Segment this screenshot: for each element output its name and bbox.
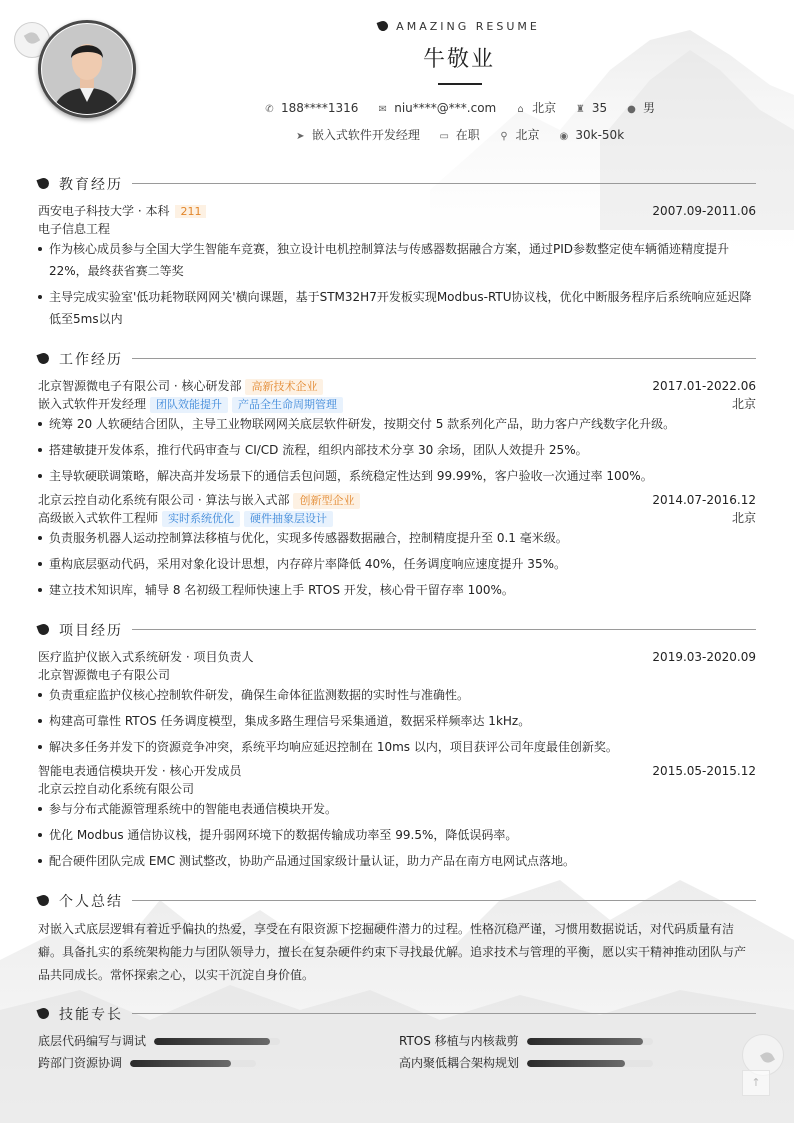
skill-name: 跨部门资源协调 [38,1056,123,1070]
skills-section-header: 技能专长 [38,1004,756,1024]
target-city: 北京 [515,128,540,142]
skill-tag: 团队效能提升 [150,397,228,413]
list-item: 搭建敏捷开发体系，推行代码审查与 CI/CD 流程，组织内部技术分享 30 余场，团队人效提升 25%。 [38,439,756,461]
skill-tag: 实时系统优化 [162,511,240,527]
project-company: 北京智源微电子有限公司 [38,668,171,682]
age: 35 [591,101,608,115]
projects-section-header: 项目经历 [38,620,756,640]
gender-icon: ● [627,104,636,115]
education-dates: 2007.09-2011.06 [652,204,756,218]
project-name: 医疗监护仪嵌入式系统研发 · 项目负责人 [38,650,254,664]
list-item: 主导完成实验室'低功耗物联网网关'横向课题，基于STM32H7开发板实现Modbus-RTU协议栈，优化中断服务程序后系统响应延迟降低至5ms以内 [38,286,756,330]
job-company-row [38,377,756,395]
city: 北京 [532,101,557,115]
summary-text: 对嵌入式底层逻辑有着近乎偏执的热爱，享受在有限资源下挖掘硬件潜力的过程。性格沉稳严谨，习惯用数据说话，对代码质量有洁癖。具备扎实的系统架构能力与团队领导力，擅长在复杂硬件约束下寻找最优解。追求技术与管理的平衡，愿以实干精神推动团队与产品共同成长。常怀探索之心，以实干沉淀自身价值。 [38,922,747,982]
job-location: 北京 [731,397,756,411]
phone-icon: ✆ [265,104,274,115]
job-location: 北京 [731,511,756,525]
leaf-icon [36,893,50,907]
skill-name: 底层代码编写与调试 [38,1034,147,1048]
job-status: 在职 [455,128,480,142]
list-item: 负责服务机器人运动控制算法移植与优化，实现多传感器数据融合，控制精度提升至 0.1 毫米级。 [38,527,756,549]
list-item: 作为核心成员参与全国大学生智能车竞赛，独立设计电机控制算法与传感器数据融合方案，通过PID参数整定使车辆循迹精度提升22%，最终获省赛二等奖 [38,238,756,282]
job-position: 嵌入式软件开发经理 [38,397,147,411]
skill-item [38,1054,256,1072]
company-name: 北京智源微电子有限公司 · 核心研发部 [38,379,242,393]
project-dates: 2019.03-2020.09 [652,650,756,664]
project-name-row [38,762,756,780]
list-item: 建立技术知识库，辅导 8 名初级工程师快速上手 RTOS 开发，核心骨干留存率 100%。 [38,579,756,601]
skill-tag: 产品全生命周期管理 [232,397,343,413]
leaf-icon [36,622,50,636]
leaf-icon [36,1006,50,1020]
candidate-name: 牛敬业 [422,47,495,72]
list-item: 参与分布式能源管理系统中的智能电表通信模块开发。 [38,798,756,820]
education-section-header: 教育经历 [38,174,756,194]
skill-item [399,1032,653,1050]
scroll-to-top-button[interactable]: ↑ [742,1070,770,1096]
project-dates: 2015.05-2015.12 [652,764,756,778]
skill-level-bar [527,1038,653,1045]
list-item: 配合硬件团队完成 EMC 测试整改，协助产品通过国家级计量认证，助力产品在南方电网试点落地。 [38,850,756,872]
email: niu****@***.com [394,101,497,115]
project-name: 智能电表通信模块开发 · 核心开发成员 [38,764,242,778]
leaf-icon [36,176,50,190]
list-item: 统筹 20 人软硬结合团队，主导工业物联网网关底层软件研发，按期交付 5 款系列化产品，助力客户产线数字化升级。 [38,413,756,435]
list-item: 重构底层驱动代码，采用对象化设计思想，内存碎片率降低 40%，任务调度响应速度提升 35%。 [38,553,756,575]
skill-tag: 硬件抽象层设计 [244,511,333,527]
email-icon: ✉ [378,104,387,115]
phone: 188****1316 [280,101,359,115]
list-item: 解决多任务并发下的资源竞争冲突，系统平均响应延迟控制在 10ms 以内，项目获评公司年度最佳创新奖。 [38,736,756,758]
skill-name: RTOS 移植与内核裁剪 [399,1034,519,1048]
education-major: 电子信息工程 [38,222,111,236]
job-position-row [38,509,756,527]
send-icon: ➤ [296,131,305,142]
skill-level-bar [130,1060,256,1067]
skill-level-bar [527,1060,653,1067]
gender: 男 [643,101,656,115]
job-company-row [38,491,756,509]
list-item: 构建高可靠性 RTOS 任务调度模型，集成多路生理信号采集通道，数据采样频率达 1kHz。 [38,710,756,732]
skill-item [399,1054,653,1072]
salary-icon: ◉ [559,131,569,142]
job-position-row [38,395,756,413]
name-underline [438,83,482,85]
company-name: 北京云控自动化系统有限公司 · 算法与嵌入式部 [38,493,290,507]
resume-tagline: AMAZING RESUME [0,20,794,33]
list-item: 优化 Modbus 通信协议栈，提升弱网环境下的数据传输成功率至 99.5%，降低误码率。 [38,824,756,846]
company-tag: 高新技术企业 [245,379,323,395]
briefcase-icon: ▭ [439,131,449,142]
skill-item [38,1032,280,1050]
leaf-icon [36,351,50,365]
work-section-header: 工作经历 [38,349,756,369]
job-intent-row [0,126,794,143]
location-icon: ⚲ [500,131,508,142]
skill-name: 高内聚低耦合架构规划 [399,1056,520,1070]
project-company: 北京云控自动化系统有限公司 [38,782,195,796]
job-title: 嵌入式软件开发经理 [311,128,420,142]
age-icon: ♜ [575,104,585,115]
education-school-row [38,202,756,220]
contact-info-row [0,99,794,116]
school-badge: 211 [175,205,206,218]
job-dates: 2014.07-2016.12 [652,493,756,507]
list-item: 负责重症监护仪核心控制软件研发，确保生命体征监测数据的实时性与准确性。 [38,684,756,706]
summary-section-header: 个人总结 [38,891,756,911]
salary: 30k-50k [575,128,625,142]
job-dates: 2017.01-2022.06 [652,379,756,393]
leaf-icon [377,20,390,33]
job-position: 高级嵌入式软件工程师 [38,511,159,525]
school-name: 西安电子科技大学 · 本科 [38,204,170,218]
home-icon: ⌂ [517,104,524,115]
list-item: 主导软硬联调策略，解决高并发场景下的通信丢包问题，系统稳定性达到 99.99%，客户验收一次通过率 100%。 [38,465,756,487]
project-name-row [38,648,756,666]
company-tag: 创新型企业 [293,493,360,509]
skill-level-bar [154,1038,280,1045]
